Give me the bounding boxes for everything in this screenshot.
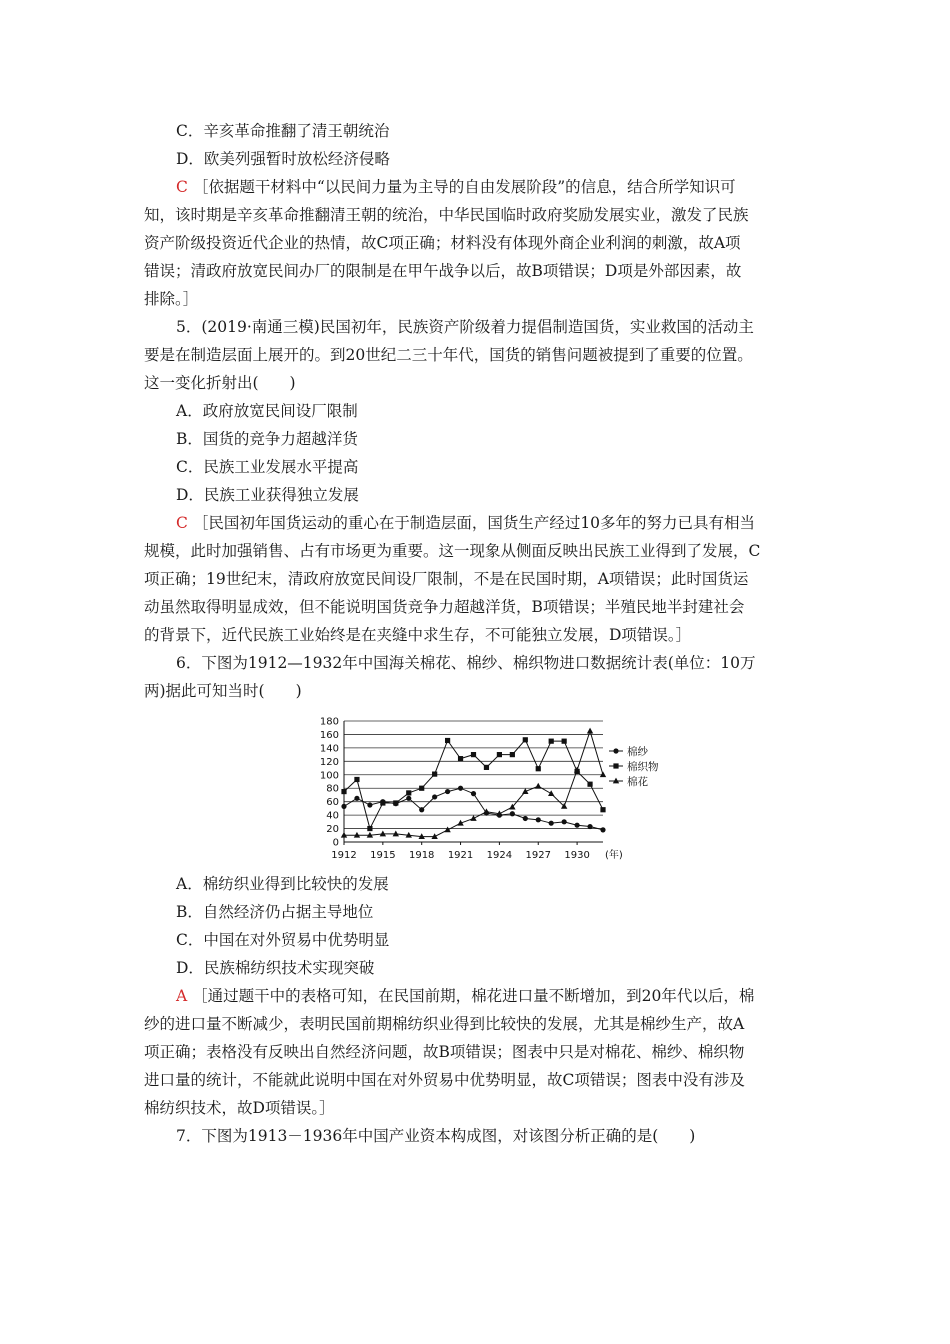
answer-letter: A — [176, 987, 188, 1005]
text-line — [144, 540, 760, 562]
data-point — [445, 789, 450, 794]
data-point — [432, 794, 437, 799]
line-text: 6．下图为1912—1932年中国海关棉花、棉纱、棉织物进口数据统计表(单位：10万 — [176, 654, 756, 672]
text-line — [176, 873, 389, 895]
answer-letter: C — [176, 178, 188, 196]
text-line — [176, 985, 754, 1007]
y-tick-label: 60 — [326, 797, 339, 809]
data-point — [562, 739, 567, 744]
data-point — [354, 796, 359, 801]
text-line — [176, 929, 389, 951]
text-line — [176, 176, 736, 198]
data-point — [497, 752, 502, 757]
data-point — [536, 766, 541, 771]
data-point — [536, 817, 541, 822]
x-axis-unit: (年) — [605, 850, 623, 861]
line-text: ［民国初年国货运动的重心在于制造层面，国货生产经过10多年的努力已具有相当 — [192, 514, 756, 532]
line-text: 5．(2019·南通三模)民国初年，民族资产阶级着力提倡制造国货，实业救国的活动主 — [176, 318, 754, 336]
line-text: 排除。］ — [144, 290, 199, 308]
data-point — [419, 786, 424, 791]
text-line — [176, 428, 358, 450]
y-tick-label: 40 — [326, 810, 339, 822]
text-line — [176, 316, 754, 338]
data-point — [393, 800, 398, 805]
text-line — [144, 232, 741, 254]
line-text: ［依据题干材料中“以民间力量为主导的自由发展阶段”的信息，结合所学知识可 — [192, 178, 736, 196]
x-tick-label: 1915 — [370, 850, 396, 861]
data-point — [535, 783, 541, 789]
data-point — [587, 782, 592, 787]
text-line — [144, 1013, 744, 1035]
text-line — [176, 652, 756, 674]
data-point — [444, 827, 450, 833]
data-point — [470, 815, 476, 821]
answer-letter: C — [176, 514, 188, 532]
data-point — [406, 796, 411, 801]
line-text: D．欧美列强暂时放松经济侵略 — [176, 150, 390, 168]
line-text: 规模，此时加强销售、占有市场更为重要。这一现象从侧面反映出民族工业得到了发展，C — [144, 542, 761, 560]
data-point — [549, 821, 554, 826]
legend-marker — [613, 763, 618, 768]
y-tick-label: 100 — [319, 770, 339, 782]
text-line — [176, 400, 358, 422]
line-text: D．民族工业获得独立发展 — [176, 486, 359, 504]
data-point — [562, 819, 567, 824]
line-text: 项正确；19世纪末，清政府放宽民间设厂限制，不是在民国时期，A项错误；此时国货运 — [144, 570, 749, 588]
x-tick-label: 1930 — [564, 850, 590, 861]
data-point — [587, 728, 593, 734]
y-tick-label: 20 — [326, 824, 339, 836]
x-tick-label: 1912 — [331, 850, 357, 861]
data-point — [600, 807, 605, 812]
line-text: ［通过题干中的表格可知，在民国前期，棉花进口量不断增加，到20年代以后，棉 — [192, 987, 755, 1005]
line-text: 棉纺织技术，故D项错误。］ — [144, 1099, 335, 1117]
data-point — [341, 789, 346, 794]
line-text: 资产阶级投资近代企业的热情，故C项正确；材料没有体现外商企业利润的刺激，故A项 — [144, 234, 741, 252]
data-point — [367, 802, 372, 807]
y-tick-label: 0 — [332, 837, 339, 849]
line-text: 错误；清政府放宽民间办厂的限制是在甲午战争以后，故B项错误；D项是外部因素，故 — [144, 262, 742, 280]
data-point — [419, 807, 424, 812]
legend-label: 棉花 — [627, 776, 648, 788]
y-tick-label: 140 — [319, 743, 339, 755]
line-text: 的背景下，近代民族工业始终是在夹缝中求生存，不可能独立发展，D项错误。］ — [144, 626, 692, 644]
data-point — [549, 739, 554, 744]
line-text: 两)据此可知当时( ) — [144, 682, 302, 700]
data-point — [445, 738, 450, 743]
line-text: 这一变化折射出( ) — [144, 374, 296, 392]
data-point — [510, 811, 515, 816]
y-tick-label: 120 — [319, 756, 339, 768]
line-text: A．政府放宽民间设厂限制 — [176, 402, 358, 420]
data-point — [523, 816, 528, 821]
line-text: 动虽然取得明显成效，但不能说明国货竞争力超越洋货，B项错误；半殖民地半封建社会 — [144, 598, 745, 616]
line-text: 7．下图为1913－1936年中国产业资本构成图，对该图分析正确的是( ) — [176, 1127, 696, 1145]
line-text: 项正确；表格没有反映出自然经济问题，故B项错误；图表中只是对棉花、棉纱、棉织物 — [144, 1043, 745, 1061]
data-point — [600, 827, 605, 832]
line-text: A．棉纺织业得到比较快的发展 — [176, 875, 389, 893]
data-point — [600, 771, 606, 777]
text-line — [176, 456, 358, 478]
line-text: 要是在制造层面上展开的。到20世纪二三十年代，国货的销售问题被提到了重要的位置。 — [144, 346, 753, 364]
text-line — [176, 512, 755, 534]
y-tick-label: 160 — [319, 729, 339, 741]
cotton-import-line-chart — [300, 710, 680, 870]
data-point — [575, 823, 580, 828]
x-tick-label: 1927 — [525, 850, 551, 861]
text-line — [144, 1097, 335, 1119]
text-line — [144, 288, 198, 310]
data-point — [471, 791, 476, 796]
legend-label: 棉织物 — [627, 761, 659, 773]
text-line — [176, 148, 390, 170]
text-line — [144, 568, 748, 590]
data-point — [471, 752, 476, 757]
data-point — [367, 826, 372, 831]
text-line — [144, 1041, 744, 1063]
data-point — [458, 756, 463, 761]
line-text: C．民族工业发展水平提高 — [176, 458, 359, 476]
y-tick-label: 80 — [326, 783, 339, 795]
data-point — [406, 790, 411, 795]
text-line — [144, 204, 749, 226]
data-point — [510, 752, 515, 757]
data-point — [484, 765, 489, 770]
x-tick-label: 1918 — [408, 850, 435, 861]
text-line — [176, 120, 389, 142]
text-line — [144, 260, 741, 282]
text-line — [144, 680, 302, 702]
line-text: B．自然经济仍占据主导地位 — [176, 903, 374, 921]
line-text: 知，该时期是辛亥革命推翻清王朝的统治，中华民国临时政府奖励发展实业，激发了民族 — [144, 206, 749, 224]
data-point — [341, 804, 346, 809]
data-point — [548, 790, 554, 796]
line-text: 进口量的统计，不能就此说明中国在对外贸易中优势明显，故C项错误；图表中没有涉及 — [144, 1071, 745, 1089]
legend-label: 棉纱 — [627, 746, 648, 758]
data-point — [458, 786, 463, 791]
text-line — [176, 1125, 695, 1147]
data-point — [380, 800, 385, 805]
text-line — [176, 484, 359, 506]
data-point — [523, 737, 528, 742]
line-text: 纱的进口量不断减少，表明民国前期棉纺织业得到比较快的发展，尤其是棉纱生产，故A — [144, 1015, 745, 1033]
line-text: B．国货的竞争力超越洋货 — [176, 430, 358, 448]
line-text: C．中国在对外贸易中优势明显 — [176, 931, 390, 949]
y-tick-label: 180 — [319, 716, 339, 728]
text-line — [144, 624, 691, 646]
text-line — [144, 344, 753, 366]
data-point — [431, 833, 437, 839]
x-tick-label: 1921 — [447, 850, 474, 861]
text-line — [144, 372, 296, 394]
data-point — [587, 824, 592, 829]
text-line — [176, 901, 373, 923]
x-tick-label: 1924 — [486, 850, 513, 861]
legend-marker — [613, 748, 618, 753]
line-text: D．民族棉纺织技术实现突破 — [176, 959, 375, 977]
line-text: C．辛亥革命推翻了清王朝统治 — [176, 122, 390, 140]
data-point — [432, 772, 437, 777]
text-line — [176, 957, 374, 979]
text-line — [144, 1069, 745, 1091]
data-point — [354, 777, 359, 782]
text-line — [144, 596, 744, 618]
